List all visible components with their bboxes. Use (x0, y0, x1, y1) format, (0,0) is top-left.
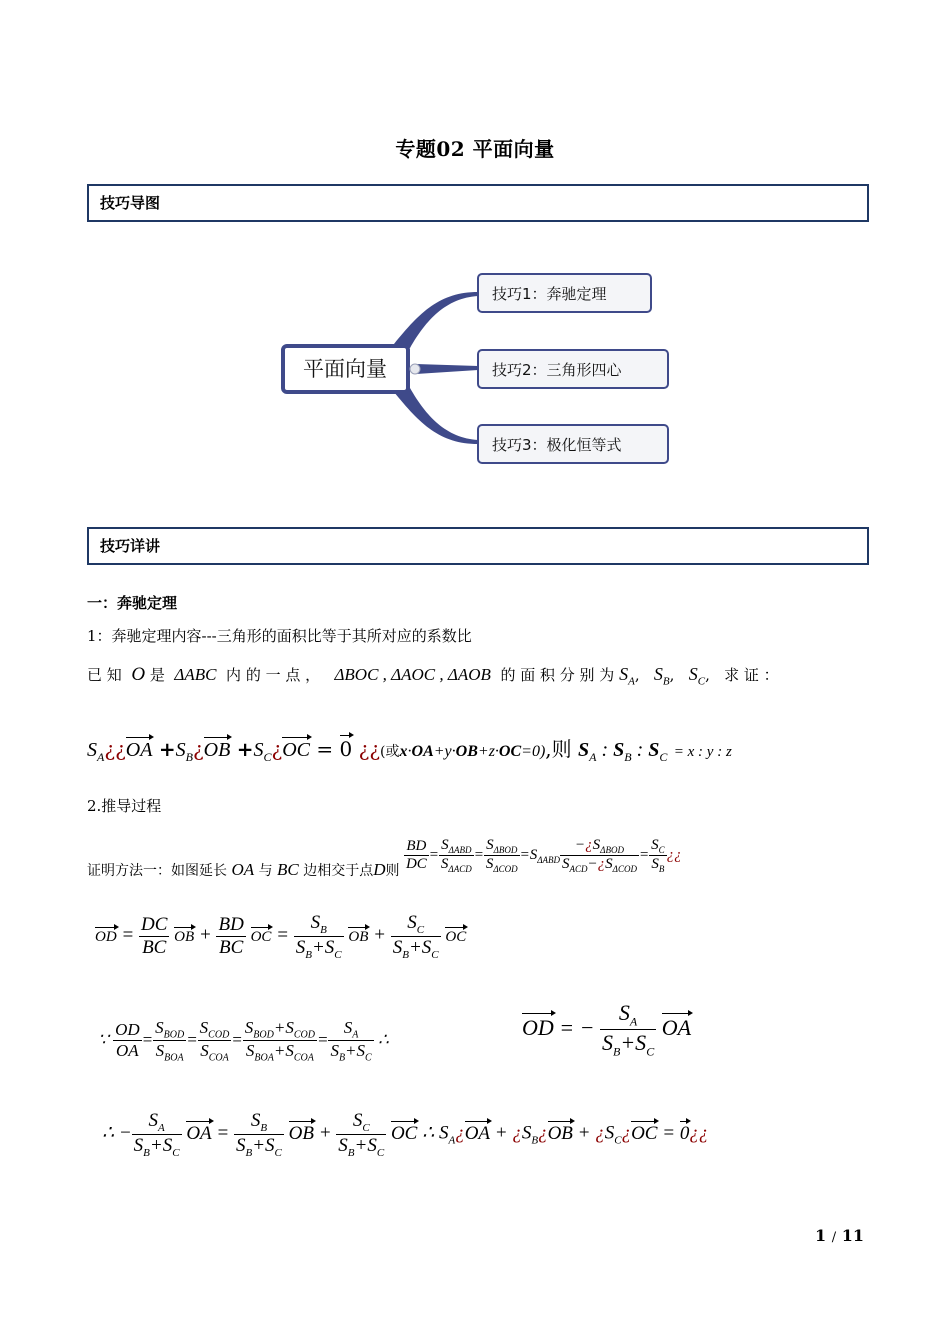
section-box-label: 技巧导图 (100, 194, 161, 212)
ratio-expression: ∵ $\frac{OD}{OA}$ = $\frac{S_{BOD}}{S_{BOA}}$ = $\frac{S_{COD}}{S_{COA}}$ = $\frac{S_{BOD}+S_{COD}}{S_{BOA}+S_{COA}}$ = $\frac{S_A}{S_B+S_C}$ ∴ (98, 1018, 389, 1064)
text: S (688, 664, 698, 684)
ratio-xyz: = x : y : z (673, 744, 732, 760)
connector-bottom (394, 388, 478, 444)
mind-map-node-label: 技巧2：三角形四心 (492, 361, 622, 379)
document-title: 专题02 平面向量 (395, 137, 555, 161)
text: 11 (841, 1226, 864, 1245)
triangle-abc: ΔABC (174, 665, 217, 684)
center-dot-icon (410, 364, 420, 374)
text: 则 (385, 863, 400, 879)
text: ,则 (545, 737, 572, 761)
theorem-formula: $S_A¿¿OA$ $+S_B¿OB$ $+S_C¿OC = 0$ ¿¿(或x·OA+y·OB+z·OC=0),则 $S_A$ : $S_B$ : $S_C = x$ : y : z (87, 737, 732, 764)
text: 与 (258, 863, 273, 879)
subscript: A (628, 675, 635, 688)
mind-map-node-label: 技巧3：极化恒等式 (492, 436, 622, 454)
final-expression: ∴ − $\frac{S_A}{S_B+S_C}$ OA = $\frac{S_B}{S_B+S_C}$ OB + $\frac{S_C}{S_B+S_C}$ OC ∴ $S_A¿OA$ + ¿$S_B¿OB$ + ¿$S_C¿OC$ = 0¿¿ (102, 1110, 709, 1159)
segment-bc: BC (277, 860, 299, 879)
section-heading: 一：奔驰定理 (87, 594, 178, 612)
text: 证明方法一：如图延长 (87, 863, 227, 879)
section-box-mindmap (87, 184, 869, 222)
area-sb (653, 664, 670, 688)
text: 边相交于点 (303, 863, 374, 879)
point-d: D (373, 860, 386, 879)
text: / (831, 1230, 837, 1245)
mind-map (270, 262, 690, 474)
od-expression: OD = $\frac{DC}{BC}$ OB + $\frac{BD}{BC}$ OC = $\frac{S_B}{S_B+S_C}$ OB + $\frac{S_C}{S_B+S_C}$ OC (95, 912, 467, 961)
od-result: OD = − $\frac{S_A}{S_B+S_C}$ OA (522, 1000, 692, 1059)
connector-middle (416, 364, 478, 374)
area-sc (688, 664, 706, 688)
section-box-label: 技巧详讲 (100, 537, 161, 555)
subscript: C (697, 675, 706, 688)
text: 的 面 积 分 别 为 (500, 666, 615, 684)
mind-map-node-label: 技巧1：奔驰定理 (492, 285, 607, 303)
theorem-statement: 1：奔驰定理内容---三角形的面积比等于其所对应的系数比 (87, 627, 472, 645)
section-box-details (87, 527, 869, 565)
connector-top (394, 292, 478, 348)
page-number (815, 1226, 864, 1245)
segment-oa: OA (231, 860, 255, 879)
area-sa (619, 664, 635, 688)
glyph: ¿¿ (104, 737, 126, 761)
text: (或 (380, 744, 400, 760)
text: S (619, 664, 629, 684)
text: S (653, 664, 663, 684)
mind-map-center-label: 平面向量 (303, 357, 387, 381)
sub-triangles: ΔBOC , ΔAOC , ΔAOB (334, 665, 491, 684)
derivation-heading: 2.推导过程 (87, 797, 162, 815)
text: 1 (815, 1226, 827, 1245)
text: 已 知 (87, 666, 122, 684)
subscript: B (662, 675, 670, 688)
known-line: 已 知 O 是 ΔABC 内 的 一 点 ， ΔBOC , ΔAOC , ΔAOB 的 面 积 分 别 为 $S_A$, $S_B$, $S_C$, 求 证 ： (87, 664, 779, 688)
text: 是 (149, 666, 165, 684)
text: 求 证 ： (724, 666, 779, 684)
proof-line: 证明方法一：如图延长 OA 与 BC 边相交于点D则 $\frac{BD}{DC}$ = $\frac{S_{\Delta ABD}}{S_{\Delta ACD}}$ = $\frac{S_{\Delta BOD}}{S_{\Delta COD}}$ $=S_{\Delta ABD}$ $\frac{-¿S_{\Delta BOD}}{S_{ACD}-¿S_{\Delta COD}}$ = $\frac{S_C}{S_B}$ ¿¿ (87, 837, 682, 879)
text: 内 的 一 点 ， (226, 666, 321, 684)
point-o: O (131, 664, 146, 685)
